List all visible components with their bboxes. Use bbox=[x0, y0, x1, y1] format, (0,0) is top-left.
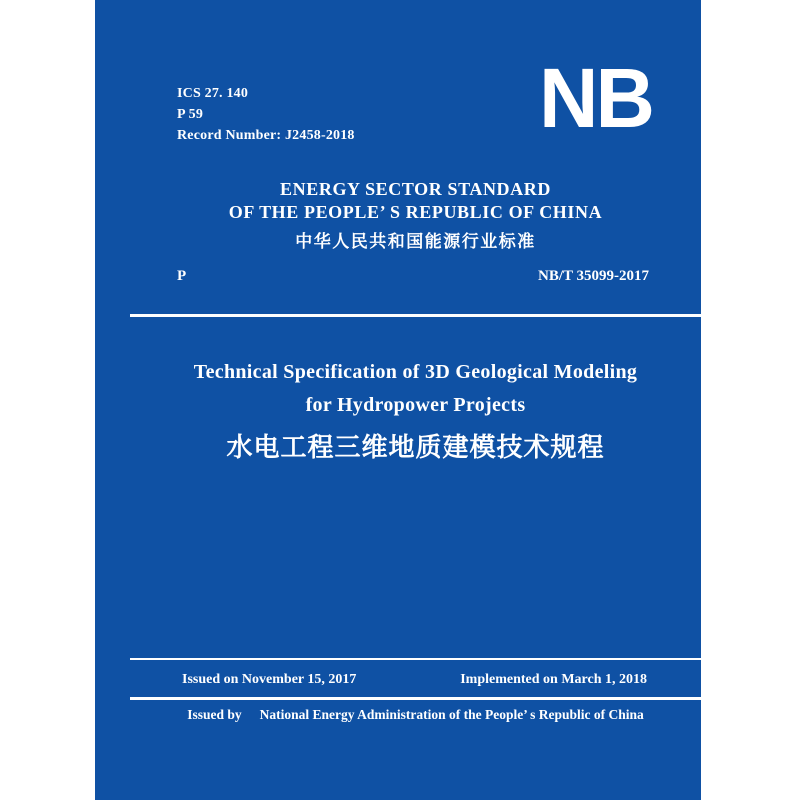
title-chinese: 水电工程三维地质建模技术规程 bbox=[226, 432, 605, 462]
title-english-line1: Technical Specification of 3D Geological Modeling bbox=[193, 361, 638, 383]
heading-chinese: 中华人民共和国能源行业标准 bbox=[295, 232, 536, 251]
nb-logo: NB bbox=[539, 51, 653, 145]
title-block bbox=[130, 356, 701, 463]
meta-block bbox=[177, 83, 355, 146]
standard-number: NB/T 35099-2017 bbox=[538, 268, 649, 284]
implemented-date: Implemented on March 1, 2018 bbox=[460, 672, 647, 687]
classification-code: P 59 bbox=[177, 107, 204, 122]
rule-above-dates bbox=[130, 658, 701, 660]
heading-english-line2: OF THE PEOPLE’ S REPUBLIC OF CHINA bbox=[228, 202, 603, 222]
issuer-row bbox=[130, 707, 701, 723]
header-rule bbox=[130, 314, 701, 317]
issued-date: Issued on November 15, 2017 bbox=[182, 672, 357, 687]
dates-row bbox=[95, 672, 701, 692]
standard-cover bbox=[95, 0, 701, 800]
heading-english-line1: ENERGY SECTOR STANDARD bbox=[280, 179, 551, 199]
issuing-authority: National Energy Administration of the People’ s Republic of China bbox=[259, 707, 644, 722]
rule-below-dates bbox=[130, 697, 701, 700]
record-number: Record Number: J2458-2018 bbox=[177, 128, 355, 143]
heading-block bbox=[130, 178, 701, 253]
title-english-line2: for Hydropower Projects bbox=[305, 394, 526, 416]
category-code: P bbox=[177, 268, 187, 284]
issued-by-label: Issued by bbox=[187, 707, 242, 722]
ics-code: ICS 27. 140 bbox=[177, 86, 249, 101]
standard-number-row bbox=[95, 268, 701, 288]
